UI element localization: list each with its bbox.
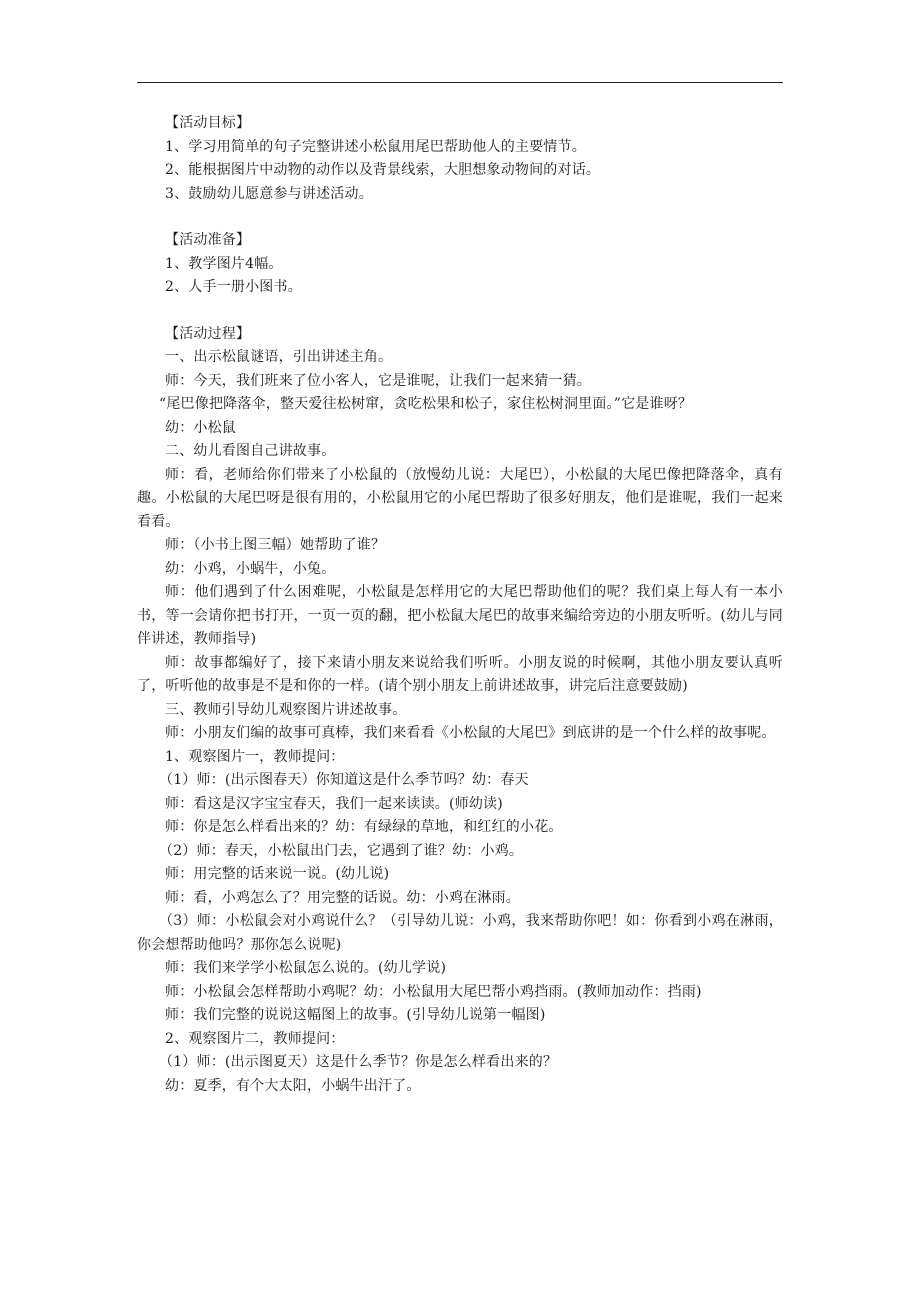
paragraph: 师：我们完整的说说这幅图上的故事。(引导幼儿说第一幅图) — [165, 1007, 546, 1023]
section-heading: 【活动目标】 — [165, 115, 251, 131]
paragraph: 师：你是怎么样看出来的？幼：有绿绿的草地，和红红的小花。 — [165, 819, 563, 835]
paragraph: 师：他们遇到了什么困难呢，小松鼠是怎样用它的大尾巴帮助他们的呢？我们桌上每人有一本小书，等一会请你把书打开，一页一页的翻，把小松鼠大尾巴的故事来编给旁边的小朋友听听。(幼儿与同伴讲述，教师指导) — [137, 584, 783, 647]
paragraph: 1、教学图片4幅。 — [165, 255, 283, 272]
section-goals — [137, 112, 783, 206]
paragraph: 二、幼儿看图自己讲故事。 — [165, 443, 336, 459]
paragraph: 师：看，老师给你们带来了小松鼠的（放慢幼儿说：大尾巴），小松鼠的大尾巴像把降落伞，真有趣。小松鼠的大尾巴呀是很有用的，小松鼠用它的小尾巴帮助了很多好朋友，他们是谁呢，我们一起来看看。 — [137, 466, 783, 530]
paragraph: 2、能根据图片中动物的动作以及背景线索，大胆想象动物间的对话。 — [165, 162, 601, 178]
paragraph: 师：小朋友们编的故事可真棒，我们来看看《小松鼠的大尾巴》到底讲的是一个什么样的故事呢。 — [165, 725, 776, 741]
paragraph: 师：我们来学学小松鼠怎么说的。(幼儿学说) — [165, 960, 447, 976]
paragraph: 幼：小松鼠 — [165, 419, 236, 436]
paragraph: “尾巴像把降落伞，整天爱往松树窜，贪吃松果和松子，家住松树洞里面。”它是谁呀？ — [159, 396, 693, 412]
paragraph: 幼：小鸡，小蜗牛，小兔。 — [165, 560, 336, 577]
paragraph: 师：故事都编好了，接下来请小朋友来说给我们听听。小朋友说的时候啊，其他小朋友要认真听了，听听他的故事是不是和你的一样。(请个别小朋友上前讲述故事，讲完后注意要鼓励) — [137, 654, 783, 694]
paragraph: （1）师：(出示图春天）你知道这是什么季节吗？幼：春天 — [159, 772, 529, 788]
paragraph: 师：小松鼠会怎样帮助小鸡呢？幼：小松鼠用大尾巴帮小鸡挡雨。(教师加动作：挡雨) — [165, 983, 702, 1000]
header-rule — [137, 82, 783, 83]
section-preparation — [137, 229, 783, 300]
paragraph: 师：（小书上图三幅）她帮助了谁？ — [165, 537, 386, 553]
paragraph: （1）师：(出示图夏天）这是什么季节？你是怎么样看出来的？ — [159, 1054, 558, 1070]
document-body — [137, 112, 783, 1098]
paragraph: 2、观察图片二，教师提问： — [165, 1030, 345, 1047]
section-heading: 【活动准备】 — [165, 232, 251, 248]
paragraph: 一、出示松鼠谜语，引出讲述主角。 — [165, 349, 393, 365]
paragraph: 师：看，小鸡怎么了？用完整的话说。幼：小鸡在淋雨。 — [165, 889, 520, 906]
section-process — [137, 323, 783, 1099]
paragraph: 师：用完整的话来说一说。(幼儿说) — [165, 866, 390, 882]
paragraph: 2、人手一册小图书。 — [165, 279, 302, 295]
paragraph: （2）师：春天，小松鼠出门去，它遇到了谁？幼：小鸡。 — [159, 842, 524, 859]
paragraph: 3、鼓励幼儿愿意参与讲述活动。 — [165, 185, 373, 202]
paragraph: 1、学习用简单的句子完整讲述小松鼠用尾巴帮助他人的主要情节。 — [165, 138, 586, 155]
paragraph: 师：看这是汉字宝宝春天，我们一起来读读。(师幼读) — [165, 795, 503, 812]
paragraph: 师：今天，我们班来了位小客人，它是谁呢，让我们一起来猜一猜。 — [165, 372, 591, 389]
paragraph: （3）师：小松鼠会对小鸡说什么？（引导幼儿说：小鸡，我来帮助你吧！如：你看到小鸡在淋雨，你会想帮助他吗？那你怎么说呢) — [137, 913, 783, 953]
paragraph: 三、教师引导幼儿观察图片讲述故事。 — [165, 701, 407, 718]
paragraph: 幼：夏季，有个大太阳，小蜗牛出汗了。 — [165, 1077, 421, 1094]
section-heading: 【活动过程】 — [165, 325, 251, 342]
paragraph: 1、观察图片一，教师提问： — [165, 748, 345, 765]
